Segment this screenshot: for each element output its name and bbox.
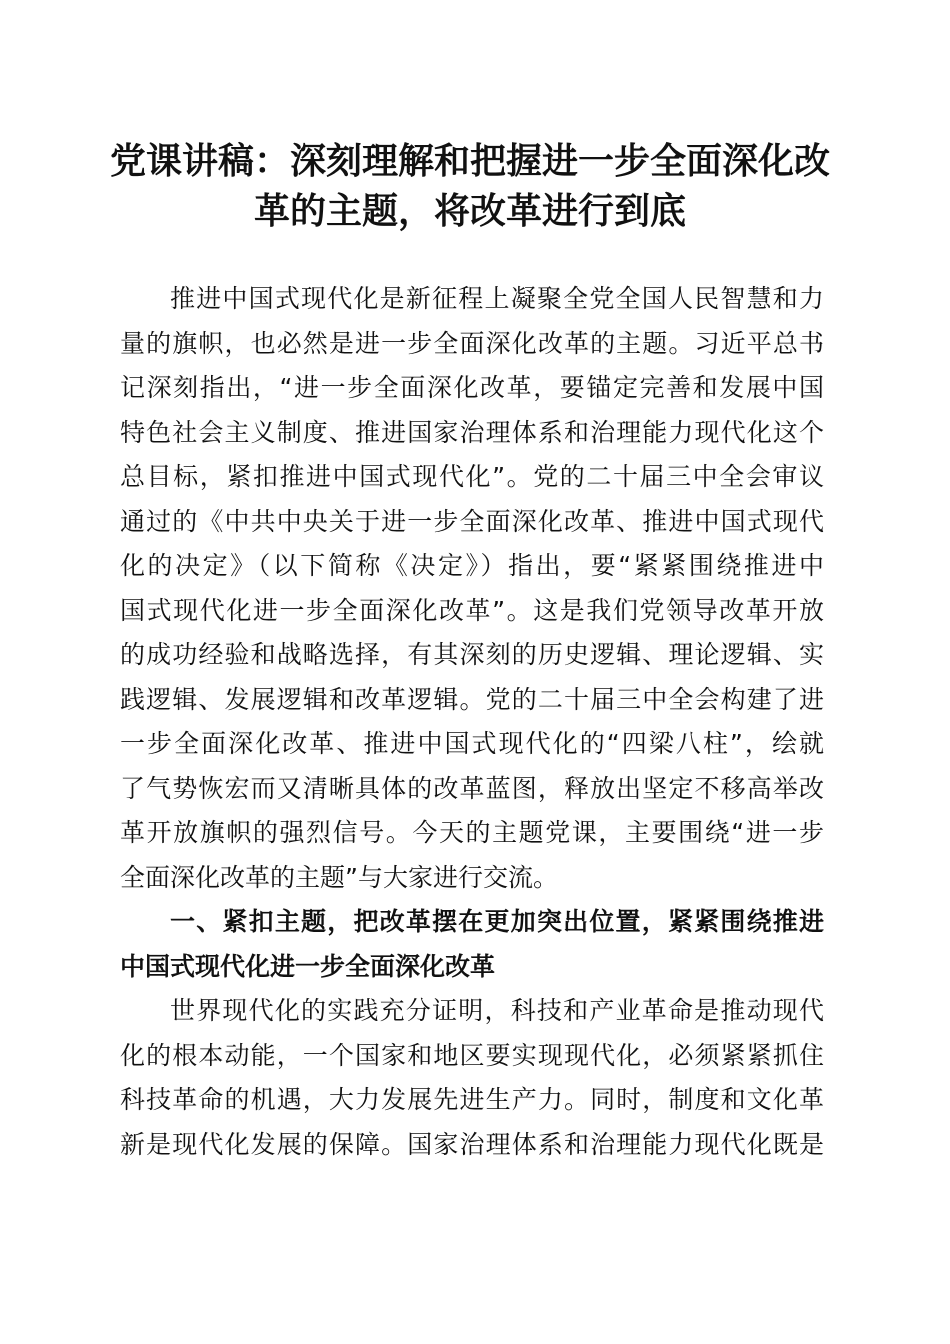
text-line: 革开放旗帜的强烈信号。今天的主题党课，主要围绕“进一步 bbox=[120, 818, 824, 847]
title-line: 革的主题，将改革进行到底 bbox=[253, 190, 686, 232]
text-line: 世界现代化的实践充分证明，科技和产业革命是推动现代 bbox=[170, 996, 824, 1025]
text-line: 推进中国式现代化是新征程上凝聚全党全国人民智慧和力 bbox=[170, 284, 824, 313]
text-line: 总目标，紧扣推进中国式现代化”。党的二十届三中全会审议 bbox=[120, 462, 824, 491]
heading-line: 中国式现代化进一步全面深化改革 bbox=[120, 951, 496, 981]
intro-paragraph bbox=[120, 277, 824, 900]
text-line: 了气势恢宏而又清晰具体的改革蓝图，释放出坚定不移高举改 bbox=[120, 773, 824, 803]
text-line: 的成功经验和战略选择，有其深刻的历史逻辑、理论逻辑、实 bbox=[120, 640, 824, 669]
text-line: 科技革命的机遇，大力发展先进生产力。同时，制度和文化革 bbox=[120, 1085, 824, 1114]
text-line: 国式现代化进一步全面深化改革”。这是我们党领导改革开放 bbox=[120, 595, 824, 625]
section1-paragraph bbox=[120, 989, 824, 1167]
text-line: 践逻辑、发展逻辑和改革逻辑。党的二十届三中全会构建了进 bbox=[120, 684, 824, 714]
text-line: 记深刻指出，“进一步全面深化改革，要锚定完善和发展中国 bbox=[120, 373, 824, 402]
text-line: 新是现代化发展的保障。国家治理体系和治理能力现代化既是 bbox=[120, 1129, 824, 1159]
text-line: 一步全面深化改革、推进中国式现代化的“四梁八柱”，绘就 bbox=[120, 729, 824, 758]
text-line: 化的根本动能，一个国家和地区要实现现代化，必须紧紧抓住 bbox=[120, 1040, 824, 1070]
document-title bbox=[100, 136, 840, 236]
heading-line: 一、紧扣主题，把改革摆在更加突出位置，紧紧围绕推进 bbox=[170, 907, 824, 936]
text-line: 量的旗帜，也必然是进一步全面深化改革的主题。习近平总书 bbox=[120, 328, 824, 358]
section-heading bbox=[120, 900, 824, 989]
text-line: 全面深化改革的主题”与大家进行交流。 bbox=[120, 862, 558, 892]
text-line: 特色社会主义制度、推进国家治理体系和治理能力现代化这个 bbox=[120, 417, 824, 447]
text-line: 化的决定》（以下简称《决定》）指出，要“紧紧围绕推进中 bbox=[120, 551, 824, 580]
title-line: 党课讲稿：深刻理解和把握进一步全面深化改 bbox=[109, 140, 830, 182]
text-line: 通过的《中共中央关于进一步全面深化改革、推进中国式现代 bbox=[120, 506, 824, 536]
